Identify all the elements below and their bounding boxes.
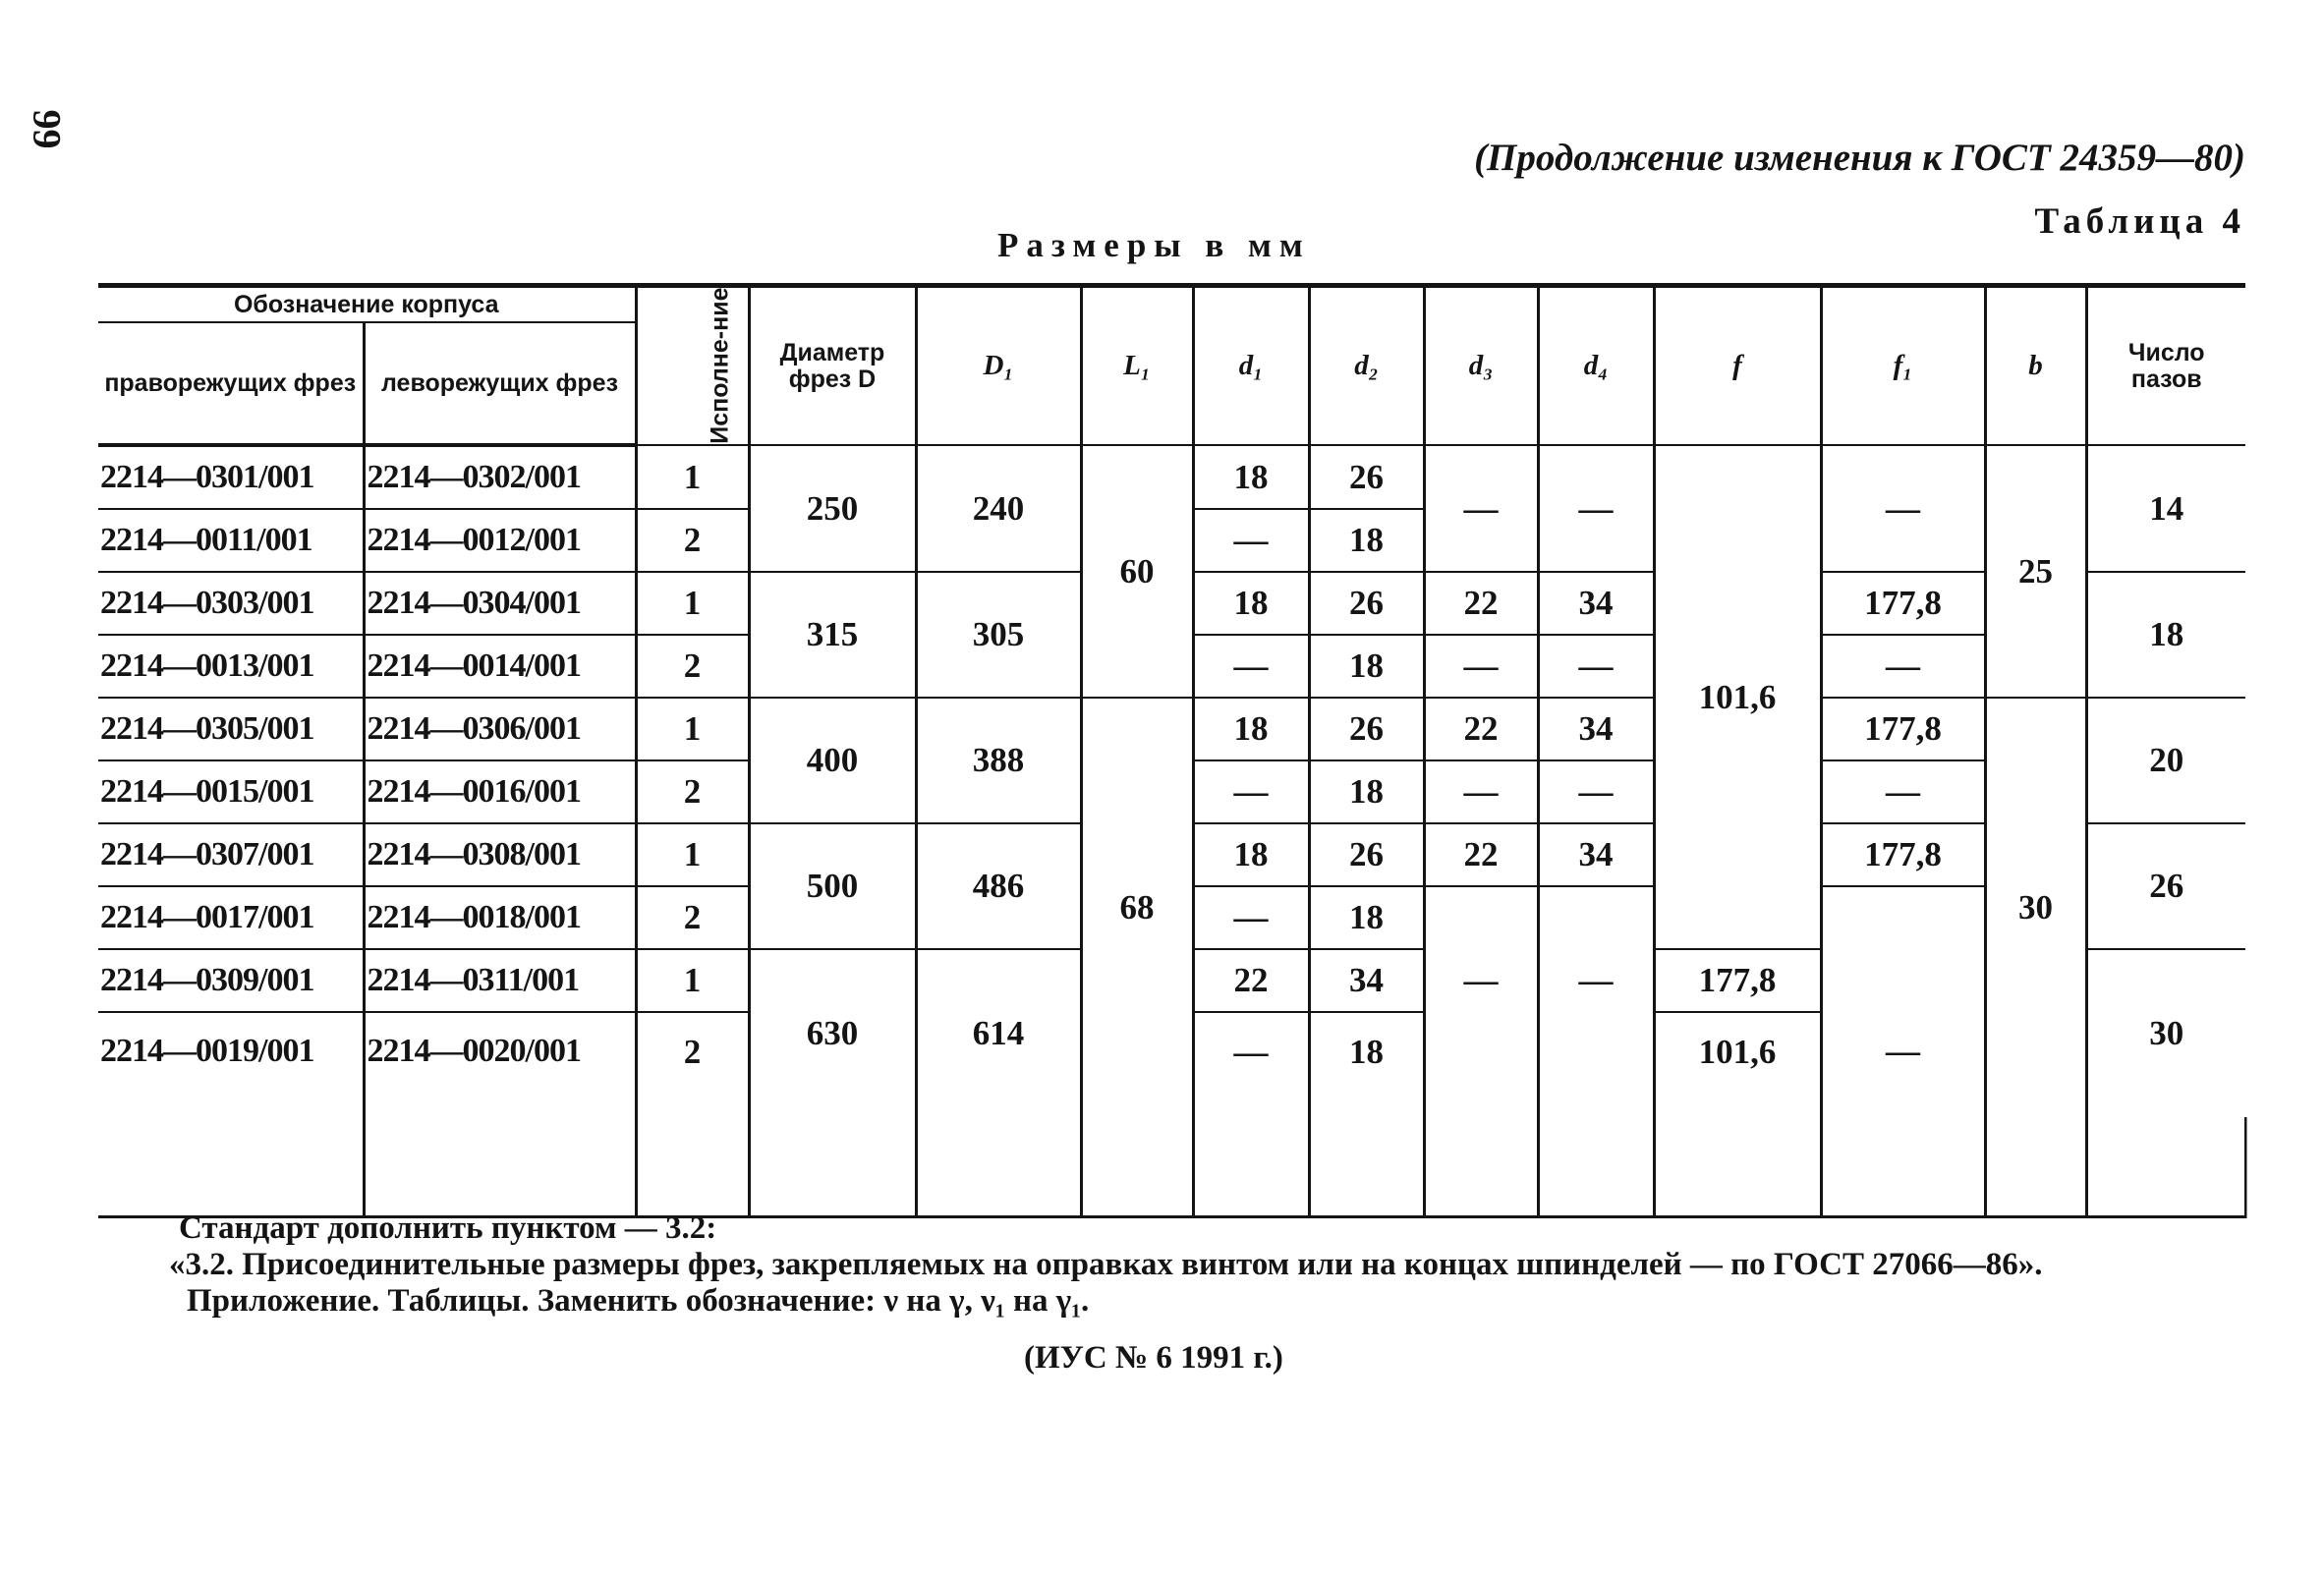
d3-cell: — [1424,635,1538,698]
f-cell: 177,8 [1654,949,1821,1012]
d4-cell: 34 [1538,823,1654,886]
header-D1: D₁ [916,286,1081,446]
d4-cell: 34 [1538,698,1654,760]
d3-cell: 22 [1424,823,1538,886]
header-f1: f₁ [1821,286,1985,446]
d3-cell-empty [1424,886,1538,949]
left-hand-code: 2214—0304/001 [364,572,636,635]
d2-cell: 18 [1309,509,1424,572]
notes [169,1210,2242,1320]
d1-cell: 18 [1193,698,1309,760]
execution-cell: 1 [636,823,749,886]
header-d2: d₂ [1309,286,1424,446]
D1-cell: 305 [916,572,1081,698]
right-hand-code: 2214—0013/001 [98,635,364,698]
d2-cell: 26 [1309,823,1424,886]
d4-cell-empty [1538,886,1654,949]
execution-cell: 1 [636,949,749,1012]
d3-cell: — [1424,760,1538,823]
slots-cell: 18 [2086,572,2245,698]
execution-cell: 2 [636,760,749,823]
execution-cell: 2 [636,635,749,698]
f1-cell: — [1821,445,1985,572]
left-hand-code: 2214—0308/001 [364,823,636,886]
table-row [98,698,2245,760]
b-cell: 30 [1985,698,2086,1117]
header-right-hand: праворежущих фрез [98,322,364,445]
d2-cell: 26 [1309,698,1424,760]
f1-cell: — [1821,635,1985,698]
d4-cell: — [1538,635,1654,698]
f1-cell: — [1821,886,1985,1217]
d1-cell: 22 [1193,949,1309,1012]
execution-cell: 2 [636,1012,749,1117]
right-hand-code: 2214—0307/001 [98,823,364,886]
D1-cell: 486 [916,823,1081,949]
f1-cell: 177,8 [1821,572,1985,635]
d2-cell: 34 [1309,949,1424,1012]
diameter-cell: 400 [749,698,916,823]
D1-cell: 240 [916,445,1081,572]
f1-cell: — [1821,760,1985,823]
D1-cell: 614 [916,949,1081,1117]
d3-cell: — [1424,445,1538,572]
d4-cell: 34 [1538,572,1654,635]
f-cell: 101,6 [1654,445,1821,949]
d4-cell: — [1538,760,1654,823]
diameter-cell: 250 [749,445,916,572]
right-hand-code: 2214—0015/001 [98,760,364,823]
d1-cell: — [1193,635,1309,698]
L1-cell: 60 [1081,445,1193,698]
left-hand-code: 2214—0014/001 [364,635,636,698]
left-hand-code: 2214—0306/001 [364,698,636,760]
f-cell: 101,6 [1654,1012,1821,1117]
d3-cell: 22 [1424,572,1538,635]
diameter-cell: 500 [749,823,916,949]
left-hand-code: 2214—0302/001 [364,445,636,509]
d1-cell: — [1193,509,1309,572]
slots-cell: 30 [2086,949,2245,1117]
left-hand-code: 2214—0311/001 [364,949,636,1012]
right-hand-code: 2214—0303/001 [98,572,364,635]
d4-cell: — [1538,445,1654,572]
L1-cell: 68 [1081,698,1193,1117]
execution-cell: 1 [636,445,749,509]
ius-reference: (ИУС № 6 1991 г.) [1024,1340,1283,1376]
left-hand-code: 2214—0018/001 [364,886,636,949]
continuation-header: (Продолжение изменения к ГОСТ 24359—80) [1474,137,2245,179]
header-left-hand: леворежущих фрез [364,322,636,445]
header-execution: Исполне-ние [636,286,749,446]
right-hand-code: 2214—0301/001 [98,445,364,509]
execution-cell: 1 [636,698,749,760]
d1-cell: 18 [1193,445,1309,509]
f1-cell: 177,8 [1821,698,1985,760]
note-line: Стандарт дополнить пунктом — 3.2: [179,1210,717,1246]
left-hand-code: 2214—0012/001 [364,509,636,572]
header-d3: d₃ [1424,286,1538,446]
note-line: Приложение. Таблицы. Заменить обозначение: ν на γ, ν₁ на γ₁. [187,1283,1090,1319]
dimensions-table [98,283,2245,1218]
right-hand-code: 2214—0309/001 [98,949,364,1012]
header-b: b [1985,286,2086,446]
left-hand-code: 2214—0020/001 [364,1012,636,1117]
d4-cell: — [1538,949,1654,1012]
f1-cell: 177,8 [1821,823,1985,886]
d2-cell: 18 [1309,635,1424,698]
d1-cell: — [1193,760,1309,823]
slots-cell: 14 [2086,445,2245,572]
d4-cell-empty [1538,1012,1654,1117]
d2-cell: 18 [1309,886,1424,949]
d3-cell: — [1424,949,1538,1012]
diameter-cell: 630 [749,949,916,1117]
d1-cell: 18 [1193,823,1309,886]
b-cell: 25 [1985,445,2086,698]
d3-cell-empty [1424,1012,1538,1117]
dimensions-caption: Размеры в мм [997,226,1311,264]
header-body-designation: Обозначение корпуса [98,286,636,323]
slots-cell: 20 [2086,698,2245,823]
right-hand-code: 2214—0019/001 [98,1012,364,1117]
execution-cell: 2 [636,886,749,949]
d2-cell: 26 [1309,445,1424,509]
d2-cell: 26 [1309,572,1424,635]
left-hand-code: 2214—0016/001 [364,760,636,823]
header-d4: d₄ [1538,286,1654,446]
d1-cell: 18 [1193,572,1309,635]
table-row [98,445,2245,509]
d2-cell: 18 [1309,760,1424,823]
note-line: «3.2. Присоединительные размеры фрез, закрепляемых на оправках винтом или на концах шпинделей — по ГОСТ 27066—86». [169,1247,2043,1282]
d2-cell: 18 [1309,1012,1424,1117]
header-f: f [1654,286,1821,446]
table-label: Таблица 4 [2034,201,2245,242]
page-number: 99 [25,109,70,149]
D1-cell: 388 [916,698,1081,823]
header-diameter: Диаметр фрез D [749,286,916,446]
header-L1: L₁ [1081,286,1193,446]
right-hand-code: 2214—0011/001 [98,509,364,572]
d1-cell: — [1193,886,1309,949]
header-slots: Число пазов [2086,286,2245,446]
header-d1: d₁ [1193,286,1309,446]
d3-cell: 22 [1424,698,1538,760]
execution-cell: 2 [636,509,749,572]
execution-cell: 1 [636,572,749,635]
slots-cell: 26 [2086,823,2245,949]
right-hand-code: 2214—0305/001 [98,698,364,760]
d1-cell: — [1193,1012,1309,1117]
right-hand-code: 2214—0017/001 [98,886,364,949]
diameter-cell: 315 [749,572,916,698]
